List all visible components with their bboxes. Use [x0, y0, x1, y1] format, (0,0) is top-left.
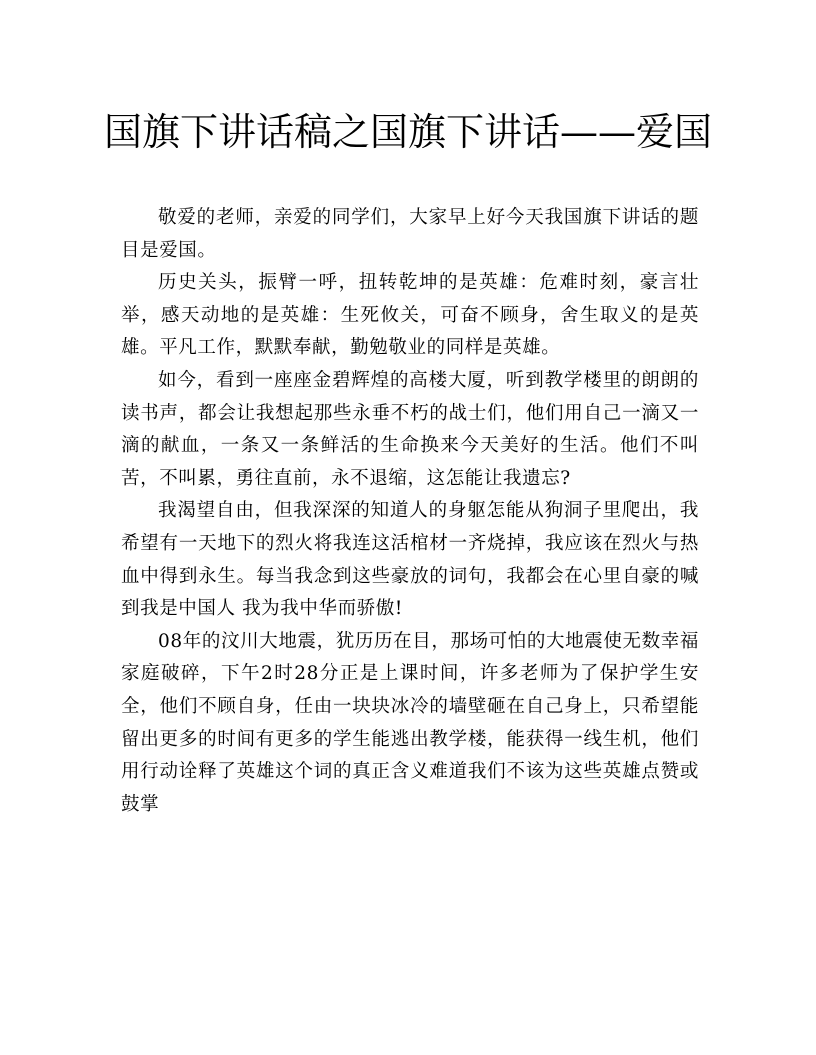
paragraph-greeting: 敬爱的老师，亲爱的同学们，大家早上好今天我国旗下讲话的题目是爱国。 [121, 207, 699, 261]
document-title: 国旗下讲话稿之国旗下讲话——爱国 [103, 110, 712, 154]
paragraph-earthquake: 08年的汶川大地震，犹历历在目，那场可怕的大地震使无数幸福家庭破碎，下午2时28分正是上课时间，许多老师为了保护学生安全，他们不顾自身，任由一块块冰冷的墙壁砸在自己身上，只希望能留出更多的时间有更多的学生能逃出教学楼，能获得一线生机，他们用行动诠释了英雄这个词的真正含义难道我们不该为这些英雄点赞或鼓掌 [121, 630, 699, 815]
paragraph-heroes: 历史关头，振臂一呼，扭转乾坤的是英雄：危难时刻，豪言壮举，感天动地的是英雄：生死攸关，可奋不顾身，舍生取义的是英雄。平凡工作，默默奉献，勤勉敬业的同样是英雄。 [121, 272, 699, 359]
document-body [121, 202, 699, 821]
paragraph-today: 如今，看到一座座金碧辉煌的高楼大厦，听到教学楼里的朗朗的读书声，都会让我想起那些永垂不朽的战士们，他们用自己一滴又一滴的献血，一条又一条鲜活的生命换来今天美好的生活。他们不叫苦，不叫累，勇往直前，永不退缩，这怎能让我遗忘? [121, 369, 699, 489]
paragraph-freedom: 我渴望自由，但我深深的知道人的身躯怎能从狗洞子里爬出，我希望有一天地下的烈火将我连这活棺材一齐烧掉，我应该在烈火与热血中得到永生。每当我念到这些豪放的词句，我都会在心里自豪的喊到我是中国人 我为我中华而骄傲! [121, 500, 699, 620]
